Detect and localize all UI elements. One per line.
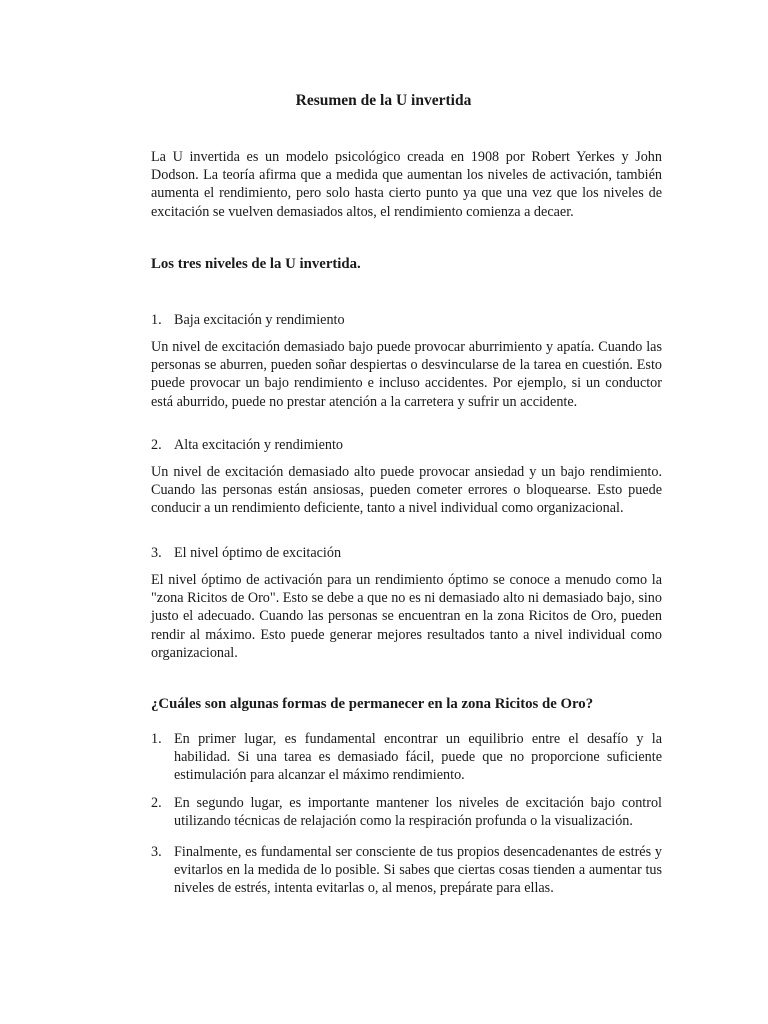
- section-heading-levels: Los tres niveles de la U invertida.: [151, 256, 361, 272]
- list-number: 3.: [151, 545, 162, 561]
- level-paragraph-2: Un nivel de excitación demasiado alto puede provocar ansiedad y un bajo rendimiento. Cuando las personas están ansiosas, pueden cometer errores o bloquearse. Esto puede conducir a un rendimiento deficiente, tanto a nivel individual como organizacional.: [151, 464, 662, 517]
- document-title: Resumen de la U invertida: [295, 92, 472, 109]
- level-item-2-label: [151, 436, 662, 454]
- tip-text: En primer lugar, es fundamental encontrar un equilibrio entre el desafío y la habilidad. Si una tarea es demasiado fácil, puede que no proporcione suficiente estimulación para alcanzar el máximo rendimiento.: [174, 731, 662, 784]
- list-number: 1.: [151, 731, 162, 747]
- tip-text: Finalmente, es fundamental ser consciente de tus propios desencadenantes de estrés y evitarlos en la medida de lo posible. Si sabes que ciertas cosas tienden a aumentar tus niveles de estrés, intenta evitarlas o, al menos, prepárate para ellas.: [174, 844, 662, 897]
- tip-item-2: [151, 794, 662, 830]
- level-label: Baja excitación y rendimiento: [174, 312, 345, 328]
- tip-text: En segundo lugar, es importante mantener los niveles de excitación bajo control utilizando técnicas de relajación como la respiración profunda o la visualización.: [174, 795, 662, 830]
- list-number: 3.: [151, 844, 162, 860]
- list-number: 2.: [151, 437, 162, 453]
- level-paragraph-3: El nivel óptimo de activación para un rendimiento óptimo se conoce a menudo como la "zona Ricitos de Oro". Esto se debe a que no es ni demasiado alto ni demasiado bajo, sino justo el adecuado. Cuando las personas se encuentran en la zona Ricitos de Oro, pueden rendir al máximo. Esto puede generar mejores resultados tanto a nivel individual como organizacional.: [151, 572, 662, 661]
- tip-item-1: [151, 730, 662, 785]
- list-number: 2.: [151, 795, 162, 811]
- level-item-1-label: [151, 311, 662, 329]
- section-heading-goldilocks: ¿Cuáles son algunas formas de permanecer en la zona Ricitos de Oro?: [151, 696, 594, 712]
- tip-item-3: [151, 843, 662, 898]
- intro-paragraph: La U invertida es un modelo psicológico creada en 1908 por Robert Yerkes y John Dodson. La teoría afirma que a medida que aumentan los niveles de activación, también aumenta el rendimiento, pero solo hasta cierto punto ya que una vez que los niveles de excitación se vuelven demasiados altos, el rendimiento comienza a decaer.: [151, 149, 662, 220]
- level-label: Alta excitación y rendimiento: [174, 437, 344, 453]
- level-paragraph-1: Un nivel de excitación demasiado bajo puede provocar aburrimiento y apatía. Cuando las personas se aburren, pueden soñar despiertas o desvincularse de la tarea en cuestión. Esto puede provocar un bajo rendimiento e incluso accidentes. Por ejemplo, si un conductor está aburrido, puede no prestar atención a la carretera y sufrir un accidente.: [151, 339, 662, 410]
- level-item-3-label: [151, 544, 662, 562]
- level-label: El nivel óptimo de excitación: [174, 545, 342, 561]
- list-number: 1.: [151, 312, 162, 328]
